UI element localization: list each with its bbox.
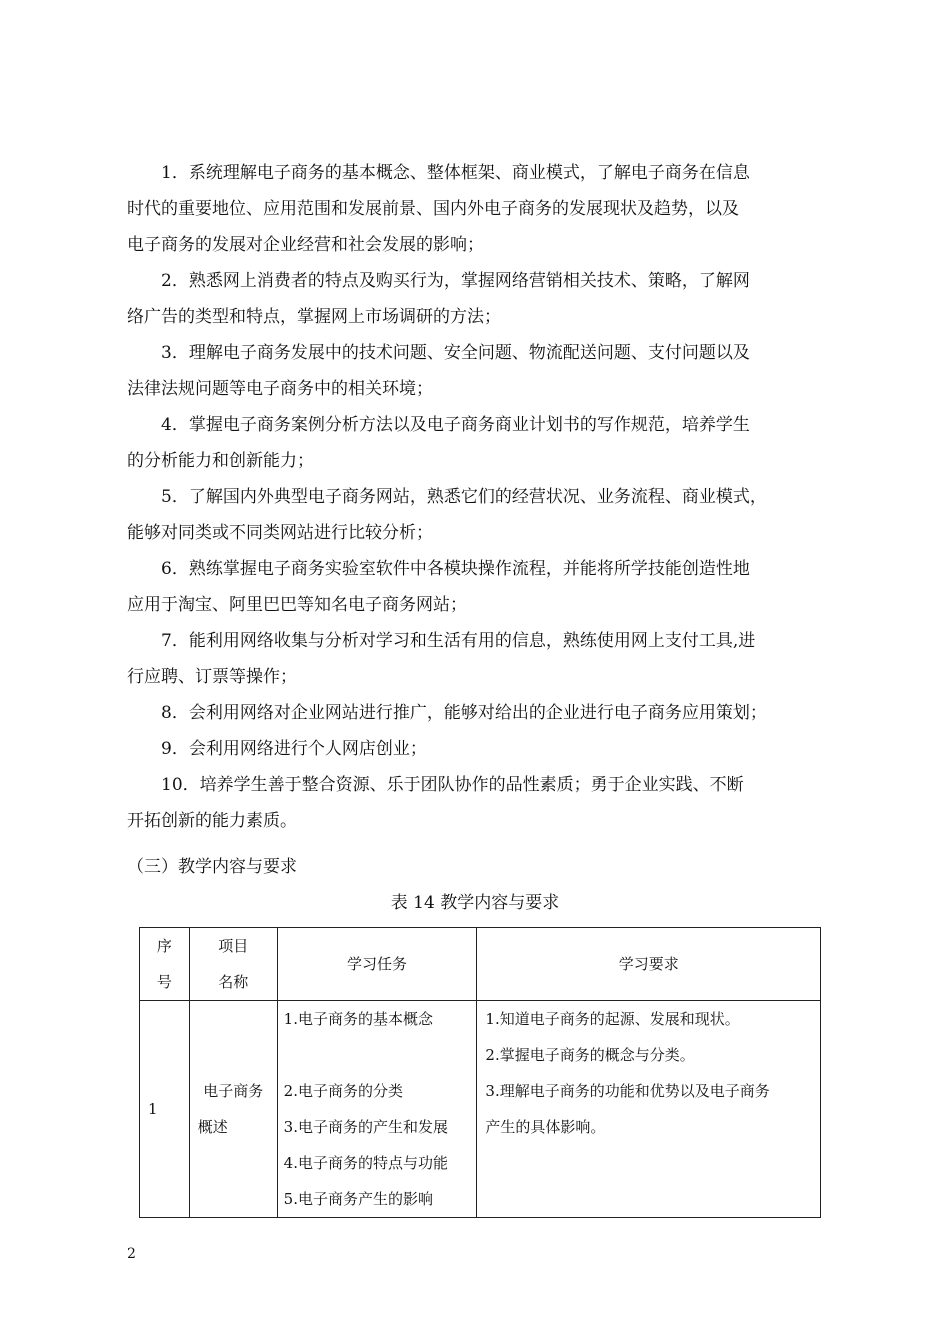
objective-9	[127, 731, 835, 767]
header-text: 号	[156, 973, 172, 991]
table-caption: 表 14 教学内容与要求	[390, 893, 560, 913]
objective-7	[127, 623, 835, 695]
text-line: 5．了解国内外典型电子商务网站，熟悉它们的经营状况、业务流程、商业模式，	[127, 487, 767, 507]
objective-5	[127, 479, 835, 551]
text-line: 3．理解电子商务发展中的技术问题、安全问题、物流配送问题、支付问题以及	[127, 343, 750, 363]
text-line: 应用于淘宝、阿里巴巴等知名电子商务网站；	[127, 595, 467, 615]
project-name-line: 电子商务	[203, 1082, 264, 1100]
task-item: 3.电子商务的产生和发展	[283, 1118, 448, 1136]
header-tasks: 学习任务	[277, 928, 477, 1001]
requirement-item: 1.知道电子商务的起源、发展和现状。	[485, 1010, 740, 1028]
text-line: 开拓创新的能力素质。	[127, 811, 297, 831]
text-line: 行应聘、订票等操作；	[127, 667, 297, 687]
task-item: 4.电子商务的特点与功能	[283, 1154, 448, 1172]
text-line: 8．会利用网络对企业网站进行推广，能够对给出的企业进行电子商务应用策划；	[127, 703, 767, 723]
header-seq	[140, 928, 190, 1001]
header-requirements: 学习要求	[477, 928, 821, 1001]
text-line: 电子商务的发展对企业经营和社会发展的影响；	[127, 235, 484, 255]
objective-4	[127, 407, 835, 479]
text-line: 的分析能力和创新能力；	[127, 451, 314, 471]
text-line: 9．会利用网络进行个人网店创业；	[127, 739, 427, 759]
text-line: 能够对同类或不同类网站进行比较分析；	[127, 523, 433, 543]
task-item: 2.电子商务的分类	[283, 1082, 403, 1100]
requirement-item: 3.理解电子商务的功能和优势以及电子商务	[485, 1082, 770, 1100]
text-line: 法律法规问题等电子商务中的相关环境；	[127, 379, 433, 399]
objective-3	[127, 335, 835, 407]
text-line: 7．能利用网络收集与分析对学习和生活有用的信息，熟练使用网上支付工具,进	[127, 631, 756, 651]
text-line: 6．熟练掌握电子商务实验室软件中各模块操作流程，并能将所学技能创造性地	[127, 559, 750, 579]
task-spacer	[284, 1037, 473, 1073]
task-item: 1.电子商务的基本概念	[283, 1010, 433, 1028]
text-line: 2．熟悉网上消费者的特点及购买行为，掌握网络营销相关技术、策略，了解网	[127, 271, 750, 291]
project-name-line: 概述	[197, 1118, 228, 1136]
objective-6	[127, 551, 835, 623]
text-line: 络广告的类型和特点，掌握网上市场调研的方法；	[127, 307, 501, 327]
text-line: 4．掌握电子商务案例分析方法以及电子商务商业计划书的写作规范，培养学生	[127, 415, 750, 435]
page-number: 2	[127, 1246, 136, 1262]
row-seq: 1	[140, 1001, 190, 1218]
objectives-list	[127, 155, 835, 839]
text-line: 10．培养学生善于整合资源、乐于团队协作的品性素质；勇于企业实践、不断	[127, 775, 744, 795]
task-item: 5.电子商务产生的影响	[283, 1190, 433, 1208]
header-text: 项目	[218, 937, 249, 955]
row-tasks	[277, 1001, 477, 1218]
text-line: 时代的重要地位、应用范围和发展前景、国内外电子商务的发展现状及趋势，以及	[127, 199, 739, 219]
table-row	[140, 1001, 821, 1218]
requirement-item: 产生的具体影响。	[485, 1118, 606, 1136]
objective-1	[127, 155, 835, 263]
row-project	[189, 1001, 277, 1218]
requirement-item: 2.掌握电子商务的概念与分类。	[485, 1046, 695, 1064]
objective-8	[127, 695, 835, 731]
header-text: 序	[156, 937, 172, 955]
table-header-row	[140, 928, 821, 1001]
text-line: 1．系统理解电子商务的基本概念、整体框架、商业模式，了解电子商务在信息	[127, 163, 750, 183]
objective-10	[127, 767, 835, 839]
header-text: 名称	[218, 973, 249, 991]
content-table	[139, 927, 821, 1218]
row-requirements	[477, 1001, 821, 1218]
header-project	[189, 928, 277, 1001]
section-heading: （三）教学内容与要求	[127, 857, 297, 877]
objective-2	[127, 263, 835, 335]
